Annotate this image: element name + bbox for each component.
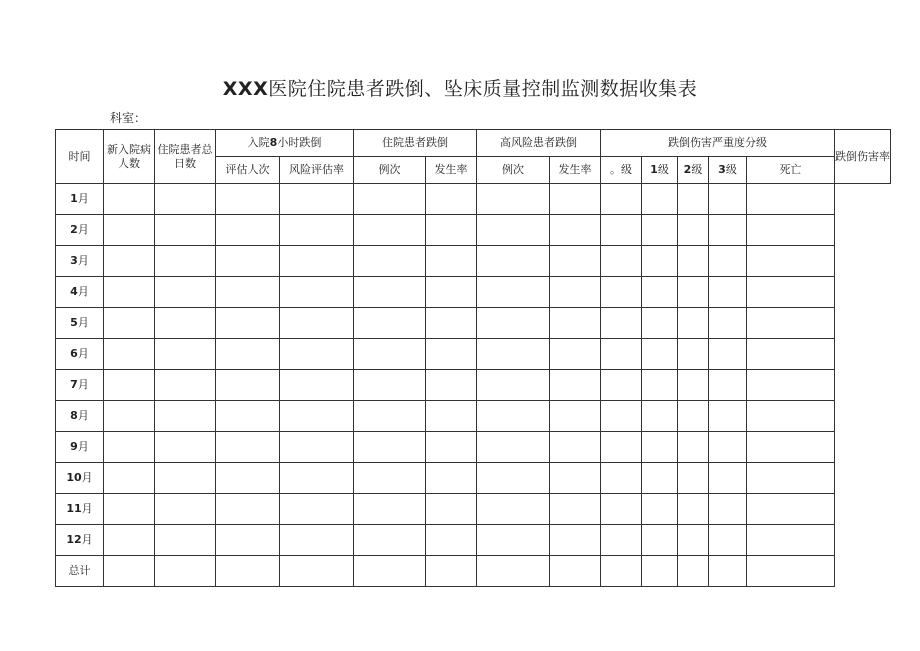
month-label: 7月	[56, 370, 104, 401]
header-risk-assessment-rate: 风险评估率	[280, 157, 354, 184]
table-cell[interactable]	[550, 339, 601, 370]
table-cell[interactable]	[426, 184, 477, 215]
table-cell[interactable]	[601, 556, 642, 587]
table-cell[interactable]	[426, 401, 477, 432]
month-label: 6月	[56, 339, 104, 370]
table-cell[interactable]	[280, 339, 354, 370]
table-cell[interactable]	[354, 525, 426, 556]
month-label: 11月	[56, 494, 104, 525]
header-cases-inpatient: 例次	[354, 157, 426, 184]
table-cell[interactable]	[354, 184, 426, 215]
header-grade-3: 3级	[709, 157, 747, 184]
table-cell[interactable]	[477, 277, 550, 308]
table-cell[interactable]	[354, 246, 426, 277]
table-cell[interactable]	[642, 525, 678, 556]
table-cell[interactable]	[678, 277, 709, 308]
table-cell[interactable]	[709, 556, 747, 587]
header-rate-inpatient: 发生率	[426, 157, 477, 184]
table-cell[interactable]	[678, 432, 709, 463]
header-time: 时间	[56, 130, 104, 184]
table-cell[interactable]	[104, 525, 155, 556]
table-cell[interactable]	[601, 494, 642, 525]
table-cell[interactable]	[601, 339, 642, 370]
table-cell[interactable]	[477, 525, 550, 556]
month-label: 9月	[56, 432, 104, 463]
table-cell[interactable]	[642, 370, 678, 401]
table-cell[interactable]	[678, 494, 709, 525]
table-cell[interactable]	[678, 463, 709, 494]
table-cell[interactable]	[216, 494, 280, 525]
table-row	[56, 308, 891, 339]
table-cell[interactable]	[104, 184, 155, 215]
table-cell[interactable]	[709, 246, 747, 277]
table-cell[interactable]	[477, 370, 550, 401]
header-grade-0: 。级	[601, 157, 642, 184]
header-cases-high-risk: 例次	[477, 157, 550, 184]
table-cell[interactable]	[747, 556, 835, 587]
table-cell[interactable]	[216, 184, 280, 215]
table-cell[interactable]	[550, 432, 601, 463]
table-cell[interactable]	[747, 308, 835, 339]
table-cell[interactable]	[601, 432, 642, 463]
table-cell[interactable]	[709, 370, 747, 401]
table-cell[interactable]	[155, 370, 216, 401]
table-cell[interactable]	[155, 184, 216, 215]
header-severity-grading: 跌倒伤害严重度分级	[601, 130, 835, 157]
table-cell[interactable]	[155, 277, 216, 308]
month-label: 3月	[56, 246, 104, 277]
page-title	[0, 74, 920, 101]
table-cell[interactable]	[354, 308, 426, 339]
table-cell[interactable]	[104, 215, 155, 246]
table-cell[interactable]	[709, 432, 747, 463]
table-cell[interactable]	[280, 184, 354, 215]
table-row	[56, 401, 891, 432]
month-label: 12月	[56, 525, 104, 556]
table-cell[interactable]	[678, 401, 709, 432]
department-label: 科室：	[110, 111, 147, 125]
month-label: 10月	[56, 463, 104, 494]
table-cell[interactable]	[354, 432, 426, 463]
table-cell[interactable]	[747, 277, 835, 308]
table-cell[interactable]	[550, 370, 601, 401]
table-row	[56, 432, 891, 463]
table-cell[interactable]	[426, 215, 477, 246]
table-cell[interactable]	[601, 308, 642, 339]
table-cell[interactable]	[642, 308, 678, 339]
table-cell[interactable]	[709, 339, 747, 370]
table-cell[interactable]	[747, 246, 835, 277]
table-cell[interactable]	[426, 556, 477, 587]
table-cell[interactable]	[747, 401, 835, 432]
table-cell[interactable]	[642, 494, 678, 525]
table-cell[interactable]	[216, 308, 280, 339]
table-cell[interactable]	[280, 525, 354, 556]
table-cell[interactable]	[747, 370, 835, 401]
header-8h-falls: 入院8小时跌倒	[216, 130, 354, 157]
table-cell[interactable]	[642, 215, 678, 246]
table-cell[interactable]	[709, 463, 747, 494]
table-cell[interactable]	[477, 339, 550, 370]
table-row	[56, 215, 891, 246]
table-cell[interactable]	[709, 308, 747, 339]
table-row	[56, 277, 891, 308]
table-cell[interactable]	[104, 432, 155, 463]
table-cell[interactable]	[426, 494, 477, 525]
table-cell[interactable]	[155, 215, 216, 246]
table-cell[interactable]	[747, 463, 835, 494]
header-inpatient-falls: 住院患者跌倒	[354, 130, 477, 157]
table-cell[interactable]	[354, 215, 426, 246]
table-cell[interactable]	[280, 215, 354, 246]
table-cell[interactable]	[216, 370, 280, 401]
table-cell[interactable]	[354, 494, 426, 525]
table-cell[interactable]	[477, 494, 550, 525]
table-cell[interactable]	[709, 215, 747, 246]
table-cell[interactable]	[216, 246, 280, 277]
table-cell[interactable]	[550, 463, 601, 494]
table-cell[interactable]	[104, 277, 155, 308]
header-inpatient-days: 住院患者总日数	[155, 130, 216, 184]
table-cell[interactable]	[354, 370, 426, 401]
table-cell[interactable]	[216, 401, 280, 432]
table-cell[interactable]	[550, 494, 601, 525]
table-cell[interactable]	[280, 494, 354, 525]
table-cell[interactable]	[477, 432, 550, 463]
table-cell[interactable]	[678, 339, 709, 370]
table-cell[interactable]	[642, 339, 678, 370]
table-cell[interactable]	[678, 556, 709, 587]
table-cell[interactable]	[477, 246, 550, 277]
table-row	[56, 184, 891, 215]
table-cell[interactable]	[678, 308, 709, 339]
table-cell[interactable]	[354, 463, 426, 494]
table-row	[56, 339, 891, 370]
table-cell[interactable]	[601, 463, 642, 494]
table-cell[interactable]	[550, 525, 601, 556]
month-label: 5月	[56, 308, 104, 339]
table-cell[interactable]	[104, 401, 155, 432]
table-cell[interactable]	[550, 308, 601, 339]
table-cell[interactable]	[216, 525, 280, 556]
table-cell[interactable]	[601, 401, 642, 432]
table-cell[interactable]	[104, 494, 155, 525]
table-cell[interactable]	[477, 308, 550, 339]
table-cell[interactable]	[747, 494, 835, 525]
table-cell[interactable]	[678, 246, 709, 277]
table-cell[interactable]	[426, 370, 477, 401]
header-high-risk-falls: 高风险患者跌倒	[477, 130, 601, 157]
table-cell[interactable]	[601, 277, 642, 308]
month-label: 1月	[56, 184, 104, 215]
table-cell[interactable]	[280, 246, 354, 277]
table-cell[interactable]	[216, 339, 280, 370]
table-cell[interactable]	[550, 401, 601, 432]
table-cell[interactable]	[477, 463, 550, 494]
table-cell[interactable]	[601, 525, 642, 556]
table-cell[interactable]	[155, 494, 216, 525]
table-row	[56, 246, 891, 277]
table-cell[interactable]	[280, 401, 354, 432]
table-cell[interactable]	[477, 401, 550, 432]
table-cell[interactable]	[280, 432, 354, 463]
table-cell[interactable]	[104, 339, 155, 370]
table-cell[interactable]	[642, 556, 678, 587]
header-new-admissions: 新入院病人数	[104, 130, 155, 184]
table-cell[interactable]	[216, 556, 280, 587]
table-cell[interactable]	[280, 370, 354, 401]
table-cell[interactable]	[477, 556, 550, 587]
table-cell[interactable]	[747, 339, 835, 370]
table-cell[interactable]	[354, 556, 426, 587]
table-cell[interactable]	[155, 556, 216, 587]
header-death: 死亡	[747, 157, 835, 184]
table-cell[interactable]	[104, 556, 155, 587]
table-cell[interactable]	[747, 432, 835, 463]
table-row	[56, 370, 891, 401]
table-cell[interactable]	[216, 432, 280, 463]
table-cell[interactable]	[550, 277, 601, 308]
table-cell[interactable]	[709, 184, 747, 215]
table-cell[interactable]	[550, 556, 601, 587]
table-cell[interactable]	[678, 215, 709, 246]
table-cell[interactable]	[678, 184, 709, 215]
table-cell[interactable]	[155, 246, 216, 277]
table-cell[interactable]	[280, 277, 354, 308]
table-cell[interactable]	[280, 463, 354, 494]
table-cell[interactable]	[426, 463, 477, 494]
month-label: 2月	[56, 215, 104, 246]
table-row	[56, 494, 891, 525]
table-cell[interactable]	[747, 215, 835, 246]
table-cell[interactable]	[550, 215, 601, 246]
header-injury-rate: 跌倒伤害率	[835, 130, 891, 184]
table-cell[interactable]	[216, 277, 280, 308]
table-cell[interactable]	[642, 401, 678, 432]
table-cell[interactable]	[354, 277, 426, 308]
table-cell[interactable]	[280, 556, 354, 587]
table-cell[interactable]	[354, 339, 426, 370]
table-cell[interactable]	[642, 246, 678, 277]
table-cell[interactable]	[216, 463, 280, 494]
table-row	[56, 463, 891, 494]
table-cell[interactable]	[155, 401, 216, 432]
table-cell[interactable]	[155, 525, 216, 556]
table-cell[interactable]	[642, 184, 678, 215]
table-cell[interactable]	[601, 184, 642, 215]
table-cell[interactable]	[642, 432, 678, 463]
table-cell[interactable]	[678, 370, 709, 401]
table-cell[interactable]	[747, 184, 835, 215]
total-label: 总计	[56, 556, 104, 587]
table-cell[interactable]	[104, 463, 155, 494]
table-cell[interactable]	[426, 308, 477, 339]
table-cell[interactable]	[155, 308, 216, 339]
table-cell[interactable]	[155, 463, 216, 494]
table-cell[interactable]	[550, 184, 601, 215]
table-cell[interactable]	[216, 215, 280, 246]
table-cell[interactable]	[550, 246, 601, 277]
table-cell[interactable]	[155, 339, 216, 370]
header-assess-count: 评估人次	[216, 157, 280, 184]
table-cell[interactable]	[601, 246, 642, 277]
table-cell[interactable]	[426, 525, 477, 556]
table-cell[interactable]	[280, 308, 354, 339]
table-cell[interactable]	[642, 463, 678, 494]
table-cell[interactable]	[709, 401, 747, 432]
table-cell[interactable]	[709, 494, 747, 525]
table-cell[interactable]	[709, 525, 747, 556]
table-cell[interactable]	[354, 401, 426, 432]
table-cell[interactable]	[426, 246, 477, 277]
table-cell[interactable]	[155, 432, 216, 463]
title-prefix: XXX	[222, 78, 269, 100]
data-collection-table	[55, 129, 891, 587]
table-cell[interactable]	[104, 246, 155, 277]
table-cell[interactable]	[709, 277, 747, 308]
table-cell[interactable]	[678, 525, 709, 556]
table-cell[interactable]	[477, 215, 550, 246]
table-row	[56, 525, 891, 556]
table-cell[interactable]	[477, 184, 550, 215]
month-label: 4月	[56, 277, 104, 308]
table-cell[interactable]	[642, 277, 678, 308]
header-rate-high-risk: 发生率	[550, 157, 601, 184]
header-grade-2: 2级	[678, 157, 709, 184]
table-cell[interactable]	[747, 525, 835, 556]
table-cell[interactable]	[601, 215, 642, 246]
title-text: 医院住院患者跌倒、坠床质量控制监测数据收集表	[268, 78, 698, 100]
table-cell[interactable]	[601, 370, 642, 401]
table-cell[interactable]	[104, 370, 155, 401]
table-cell[interactable]	[426, 432, 477, 463]
table-cell[interactable]	[104, 308, 155, 339]
header-grade-1: 1级	[642, 157, 678, 184]
table-cell[interactable]	[426, 277, 477, 308]
table-cell[interactable]	[426, 339, 477, 370]
month-label: 8月	[56, 401, 104, 432]
